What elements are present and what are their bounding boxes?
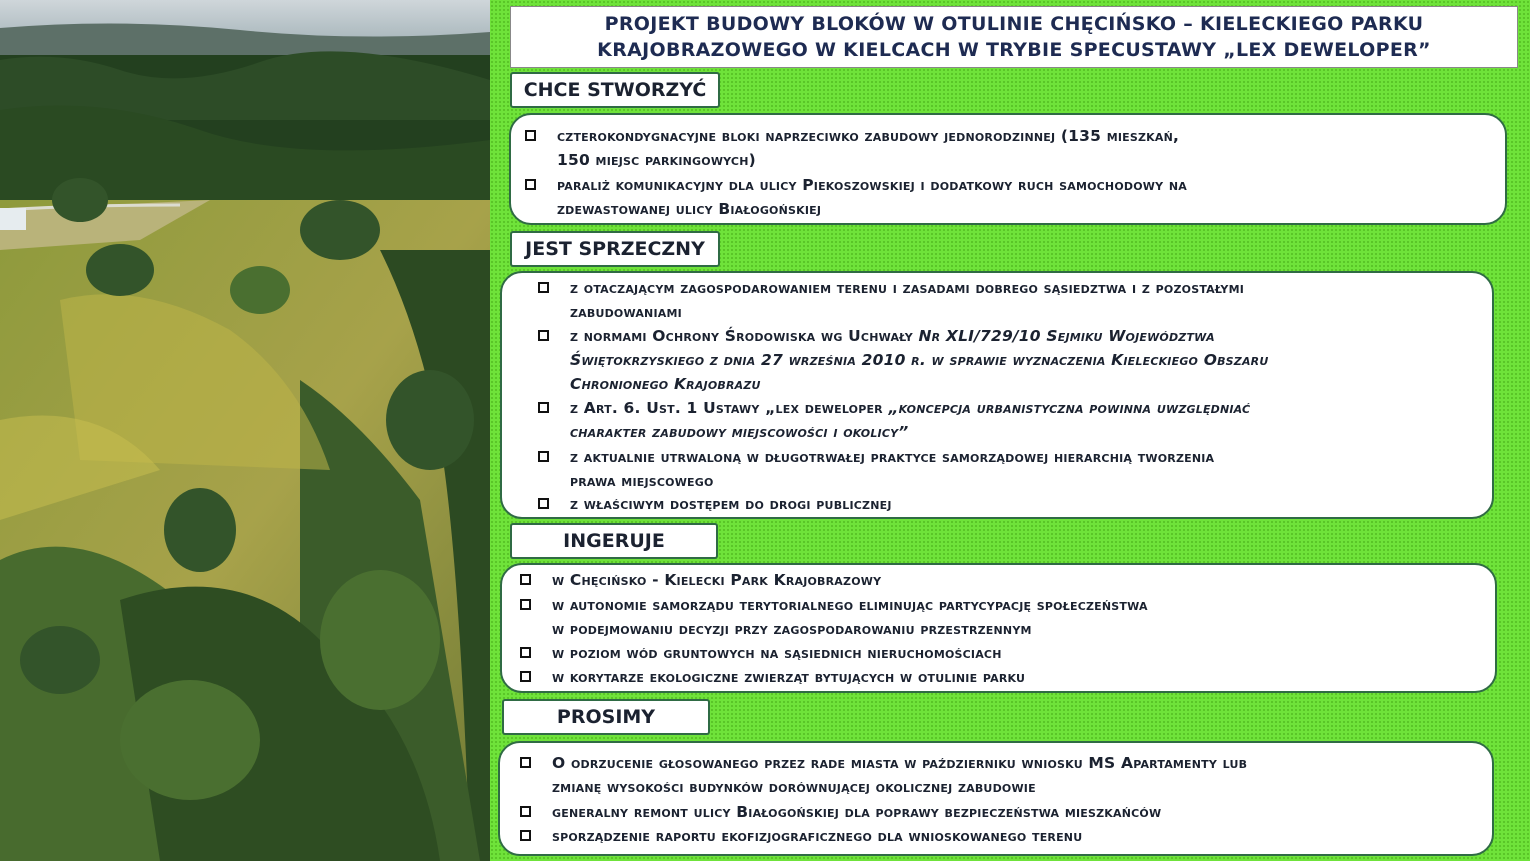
checkbox-icon xyxy=(538,330,549,341)
checkbox-icon xyxy=(520,806,531,817)
checkbox-icon xyxy=(520,574,531,585)
checkbox-icon xyxy=(520,647,531,658)
item-text: zmianę wysokości budynków dorównującej okolicznej zabudowie xyxy=(552,778,1036,796)
item-text: z aktualnie utrwaloną w długotrwałej praktyce samorządowej hierarchią tworzenia xyxy=(570,448,1215,466)
item-text: zdewastowanej ulicy Białogońskiej xyxy=(557,200,822,218)
item-text: paraliż komunikacyjny dla ulicy Piekoszowskiej i dodatkowy ruch samochodowy na xyxy=(557,176,1187,194)
item-text: z właściwym dostępem do drogi publicznej xyxy=(570,495,892,513)
item-text: prawa miejscowego xyxy=(570,472,714,490)
item-text: w Chęcińsko - Kielecki Park Krajobrazowy xyxy=(552,571,882,589)
section-box-sprzeczny xyxy=(500,271,1494,519)
item-text: z Art. 6. Ust. 1 Ustawy „lex deweloper xyxy=(570,399,889,417)
checkbox-icon xyxy=(525,179,536,190)
item-text: czterokondygnacyjne bloki naprzeciwko zabudowy jednorodzinnej (135 mieszkań, xyxy=(557,127,1180,145)
section-box-prosimy xyxy=(498,741,1494,856)
checkbox-icon xyxy=(538,498,549,509)
item-text: 150 miejsc parkingowych) xyxy=(557,151,756,169)
section-label-sprzeczny: JEST SPRZECZNY xyxy=(510,231,720,267)
section-box-ingeruje xyxy=(500,563,1497,693)
item-text: w korytarze ekologiczne zwierząt bytujących w otulinie parku xyxy=(552,668,1026,686)
section-label-ingeruje: INGERUJE xyxy=(510,523,718,559)
title-line-2: KRAJOBRAZOWEGO W KIELCACH W TRYBIE SPECUSTAWY „LEX DEWELOPER” xyxy=(597,39,1431,61)
page-title xyxy=(510,6,1518,68)
checkbox-icon xyxy=(538,451,549,462)
item-text: Świętokrzyskiego z dnia 27 września 2010 r. w sprawie wyznaczenia Kieleckiego Obszaru xyxy=(570,351,1269,369)
item-text: z otaczającym zagospodarowaniem terenu i zasadami dobrego sąsiedztwa i z pozostałymi xyxy=(570,279,1245,297)
item-text: sporządzenie raportu ekofizjograficznego dla wnioskowanego terenu xyxy=(552,827,1083,845)
item-text: w poziom wód gruntowych na sąsiednich nieruchomościach xyxy=(552,644,1002,662)
checkbox-icon xyxy=(525,130,536,141)
checkbox-icon xyxy=(538,402,549,413)
item-text: zabudowaniami xyxy=(570,303,682,321)
landscape-photo xyxy=(0,0,490,861)
checkbox-icon xyxy=(520,599,531,610)
checkbox-icon xyxy=(520,671,531,682)
item-text: generalny remont ulicy Białogońskiej dla poprawy bezpieczeństwa mieszkańców xyxy=(552,803,1162,821)
title-line-1: PROJEKT BUDOWY BLOKÓW W OTULINIE CHĘCIŃSKO – KIELECKIEGO PARKU xyxy=(604,13,1424,35)
section-box-chce xyxy=(509,113,1507,225)
item-text-italic: „koncepcja urbanistyczna powinna uwzględniać xyxy=(888,399,1251,417)
item-text: w autonomie samorządu terytorialnego eliminując partycypację społeczeństwa xyxy=(552,596,1148,614)
checkbox-icon xyxy=(538,282,549,293)
item-text: Chronionego Krajobrazu xyxy=(570,375,761,393)
checkbox-icon xyxy=(520,830,531,841)
item-text: z normami Ochrony Środowiska wg Uchwały xyxy=(570,327,919,345)
section-label-prosimy: PROSIMY xyxy=(502,699,710,735)
item-text: w podejmowaniu decyzji przy zagospodarowaniu przestrzennym xyxy=(552,620,1032,638)
item-text: charakter zabudowy miejscowości i okolicy” xyxy=(570,423,909,441)
section-label-chce: CHCE STWORZYĆ xyxy=(510,72,720,108)
checkbox-icon xyxy=(520,757,531,768)
item-text-italic: Nr XLI/729/10 Sejmiku Województwa xyxy=(918,327,1215,345)
item-text: O odrzucenie głosowanego przez rade miasta w październiku wniosku MS Apartamenty lub xyxy=(552,754,1248,772)
